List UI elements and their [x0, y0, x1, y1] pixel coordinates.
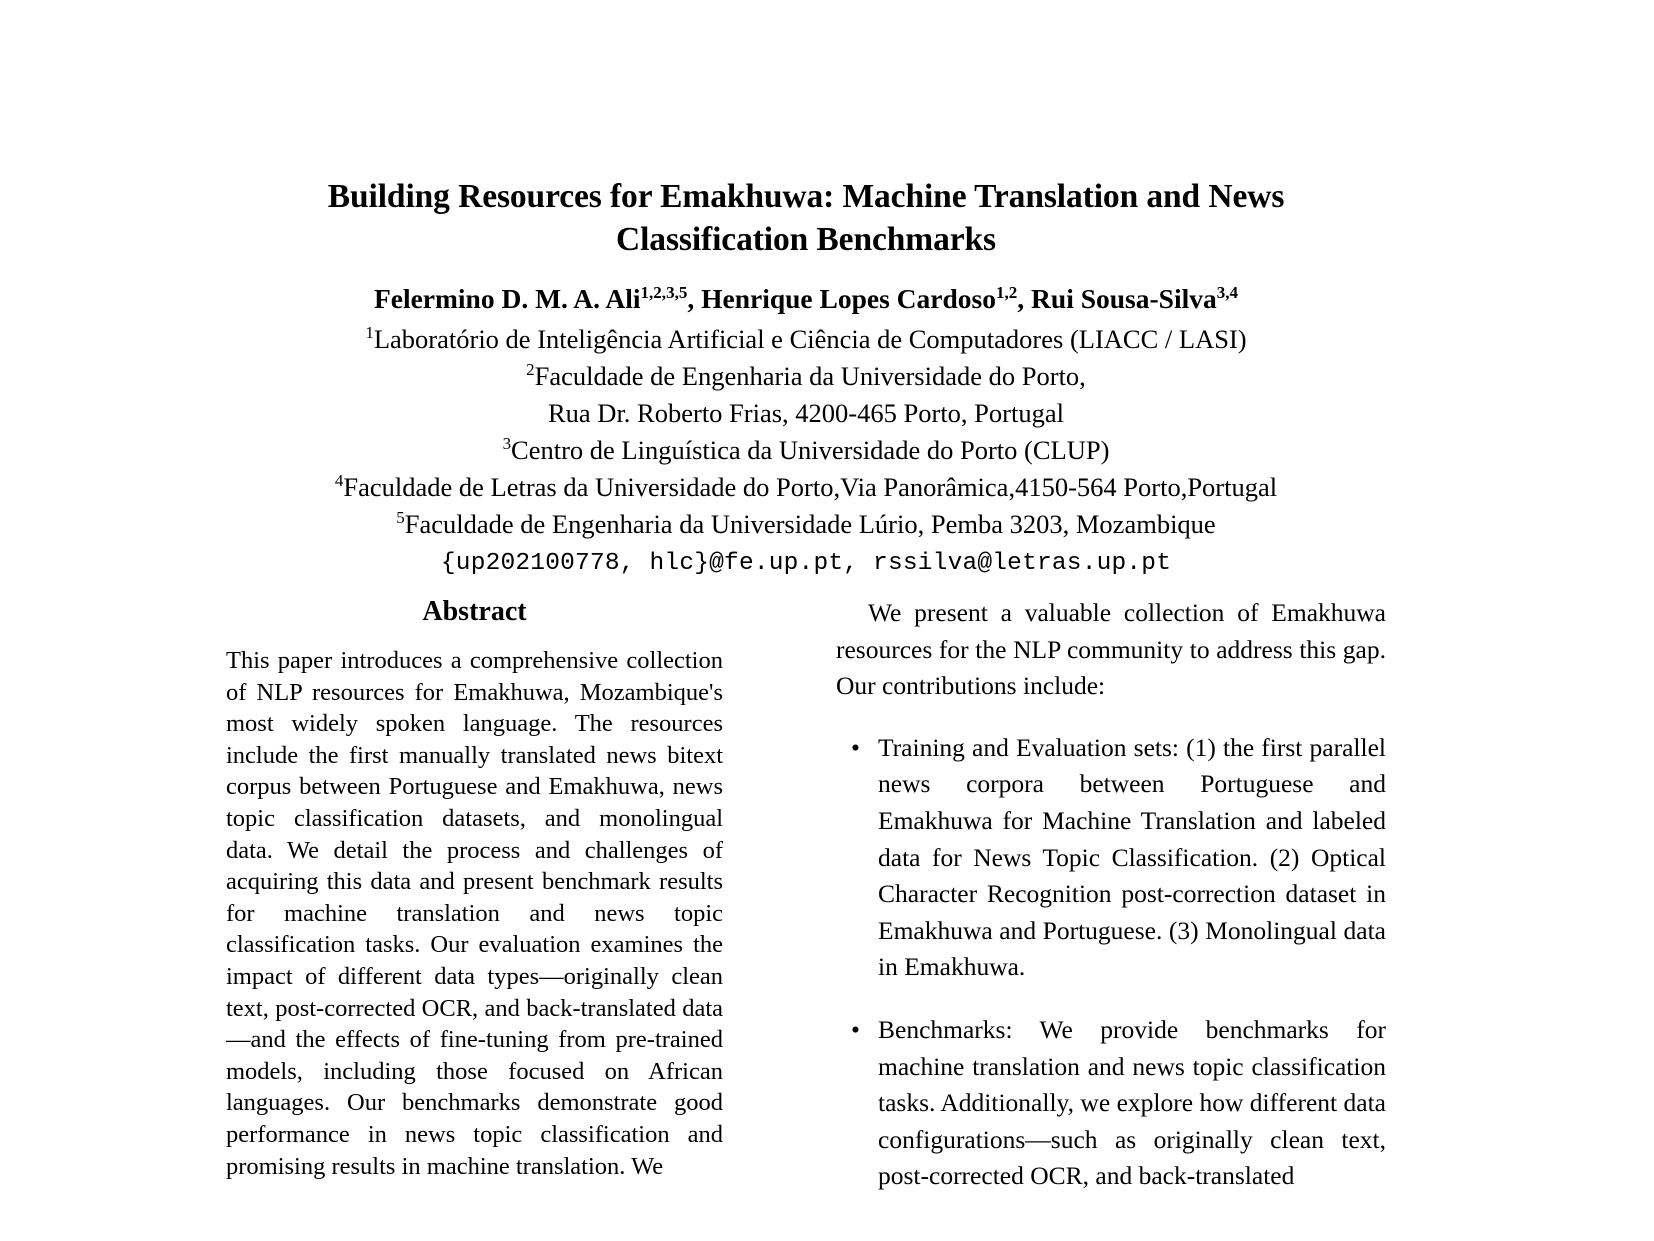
affiliation-1: [226, 321, 1386, 358]
bullet-icon: •: [851, 1014, 860, 1044]
left-column: [226, 595, 723, 1182]
list-item-text: Training and Evaluation sets: (1) the first parallel news corpora between Portuguese and Emakhuwa for Machine Translation and labeled data for News Topic Classification. (2) Optical Character Recognition post-correction dataset in Emakhuwa and Portuguese. (3) Monolingual data in Emakhuwa.: [878, 732, 1386, 982]
author-emails[interactable]: {up202100778, hlc}@fe.up.pt, rssilva@letras.up.pt: [440, 550, 1172, 577]
affiliation-text-4: Faculdade de Letras da Universidade do Porto,Via Panorâmica,4150-564 Porto,Portugal: [343, 472, 1278, 502]
intro-lead-paragraph: We present a valuable collection of Emakhuwa resources for the NLP community to address this gap. Our contributions include:: [836, 598, 1386, 701]
affiliation-2: [226, 358, 1386, 395]
page-title: Building Resources for Emakhuwa: Machine Translation and News Classification Benchmarks: [327, 178, 1285, 258]
abstract-paragraph: This paper introduces a comprehensive collection of NLP resources for Emakhuwa, Mozambique's most widely spoken language. The resources include the first manually translated news bitext corpus between Portuguese and Emakhuwa, news topic classification datasets, and monolingual data. We detail the process and challenges of acquiring this data and present benchmark results for machine translation and news topic classification tasks. Our evaluation examines the impact of different data types—originally clean text, post-corrected OCR, and back-translated data—and the effects of fine-tuning from pre-trained models, including those focused on African languages. Our benchmarks demonstrate good performance in news topic classification and promising results in machine translation. We: [226, 647, 723, 1180]
affiliation-marker-5: 5: [396, 508, 405, 528]
body-columns: [226, 595, 1386, 1195]
affiliation-text-5: Faculdade de Engenharia da Universidade Lúrio, Pemba 3203, Mozambique: [404, 509, 1216, 539]
affiliation-2-address: [226, 395, 1386, 432]
affiliation-marker-2: 2: [526, 360, 535, 380]
affiliation-4: [226, 469, 1386, 506]
affiliation-text-2-address: Rua Dr. Roberto Frias, 4200-465 Porto, Portugal: [548, 398, 1064, 428]
affiliation-5: [226, 506, 1386, 543]
affiliation-text-1: Laboratório de Inteligência Artificial e Ciência de Computadores (LIACC / LASI): [373, 324, 1247, 354]
affiliation-text-3: Centro de Linguística da Universidade do Porto (CLUP): [511, 435, 1110, 465]
affiliation-marker-4: 4: [334, 471, 344, 491]
list-item: [836, 730, 1386, 986]
list-item: [836, 1012, 1386, 1195]
affiliation-text-2: Faculdade de Engenharia da Universidade do Porto,: [534, 361, 1086, 391]
author-list: Felermino D. M. A. Ali$^{1,2,3,5}$, Henrique Lopes Cardoso$^{1,2}$, Rui Sousa-Silva$^{3,4}$: [373, 282, 1239, 314]
affiliation-3: [226, 432, 1386, 469]
affiliation-list: [226, 321, 1386, 582]
abstract-heading: Abstract: [422, 596, 527, 627]
affiliation-marker-3: 3: [502, 434, 512, 454]
list-item-text: Benchmarks: We provide benchmarks for machine translation and news topic classification tasks. Additionally, we explore how different data configurations—such as originally clean text, post-corrected OCR, and back-translated: [878, 1014, 1386, 1191]
bullet-icon: •: [851, 732, 860, 762]
abstract-body: [226, 645, 723, 1182]
paper-content: [226, 175, 1386, 1195]
right-column: [836, 595, 1386, 1195]
affiliation-marker-1: 1: [365, 323, 374, 343]
contributions-list: [836, 730, 1386, 1195]
